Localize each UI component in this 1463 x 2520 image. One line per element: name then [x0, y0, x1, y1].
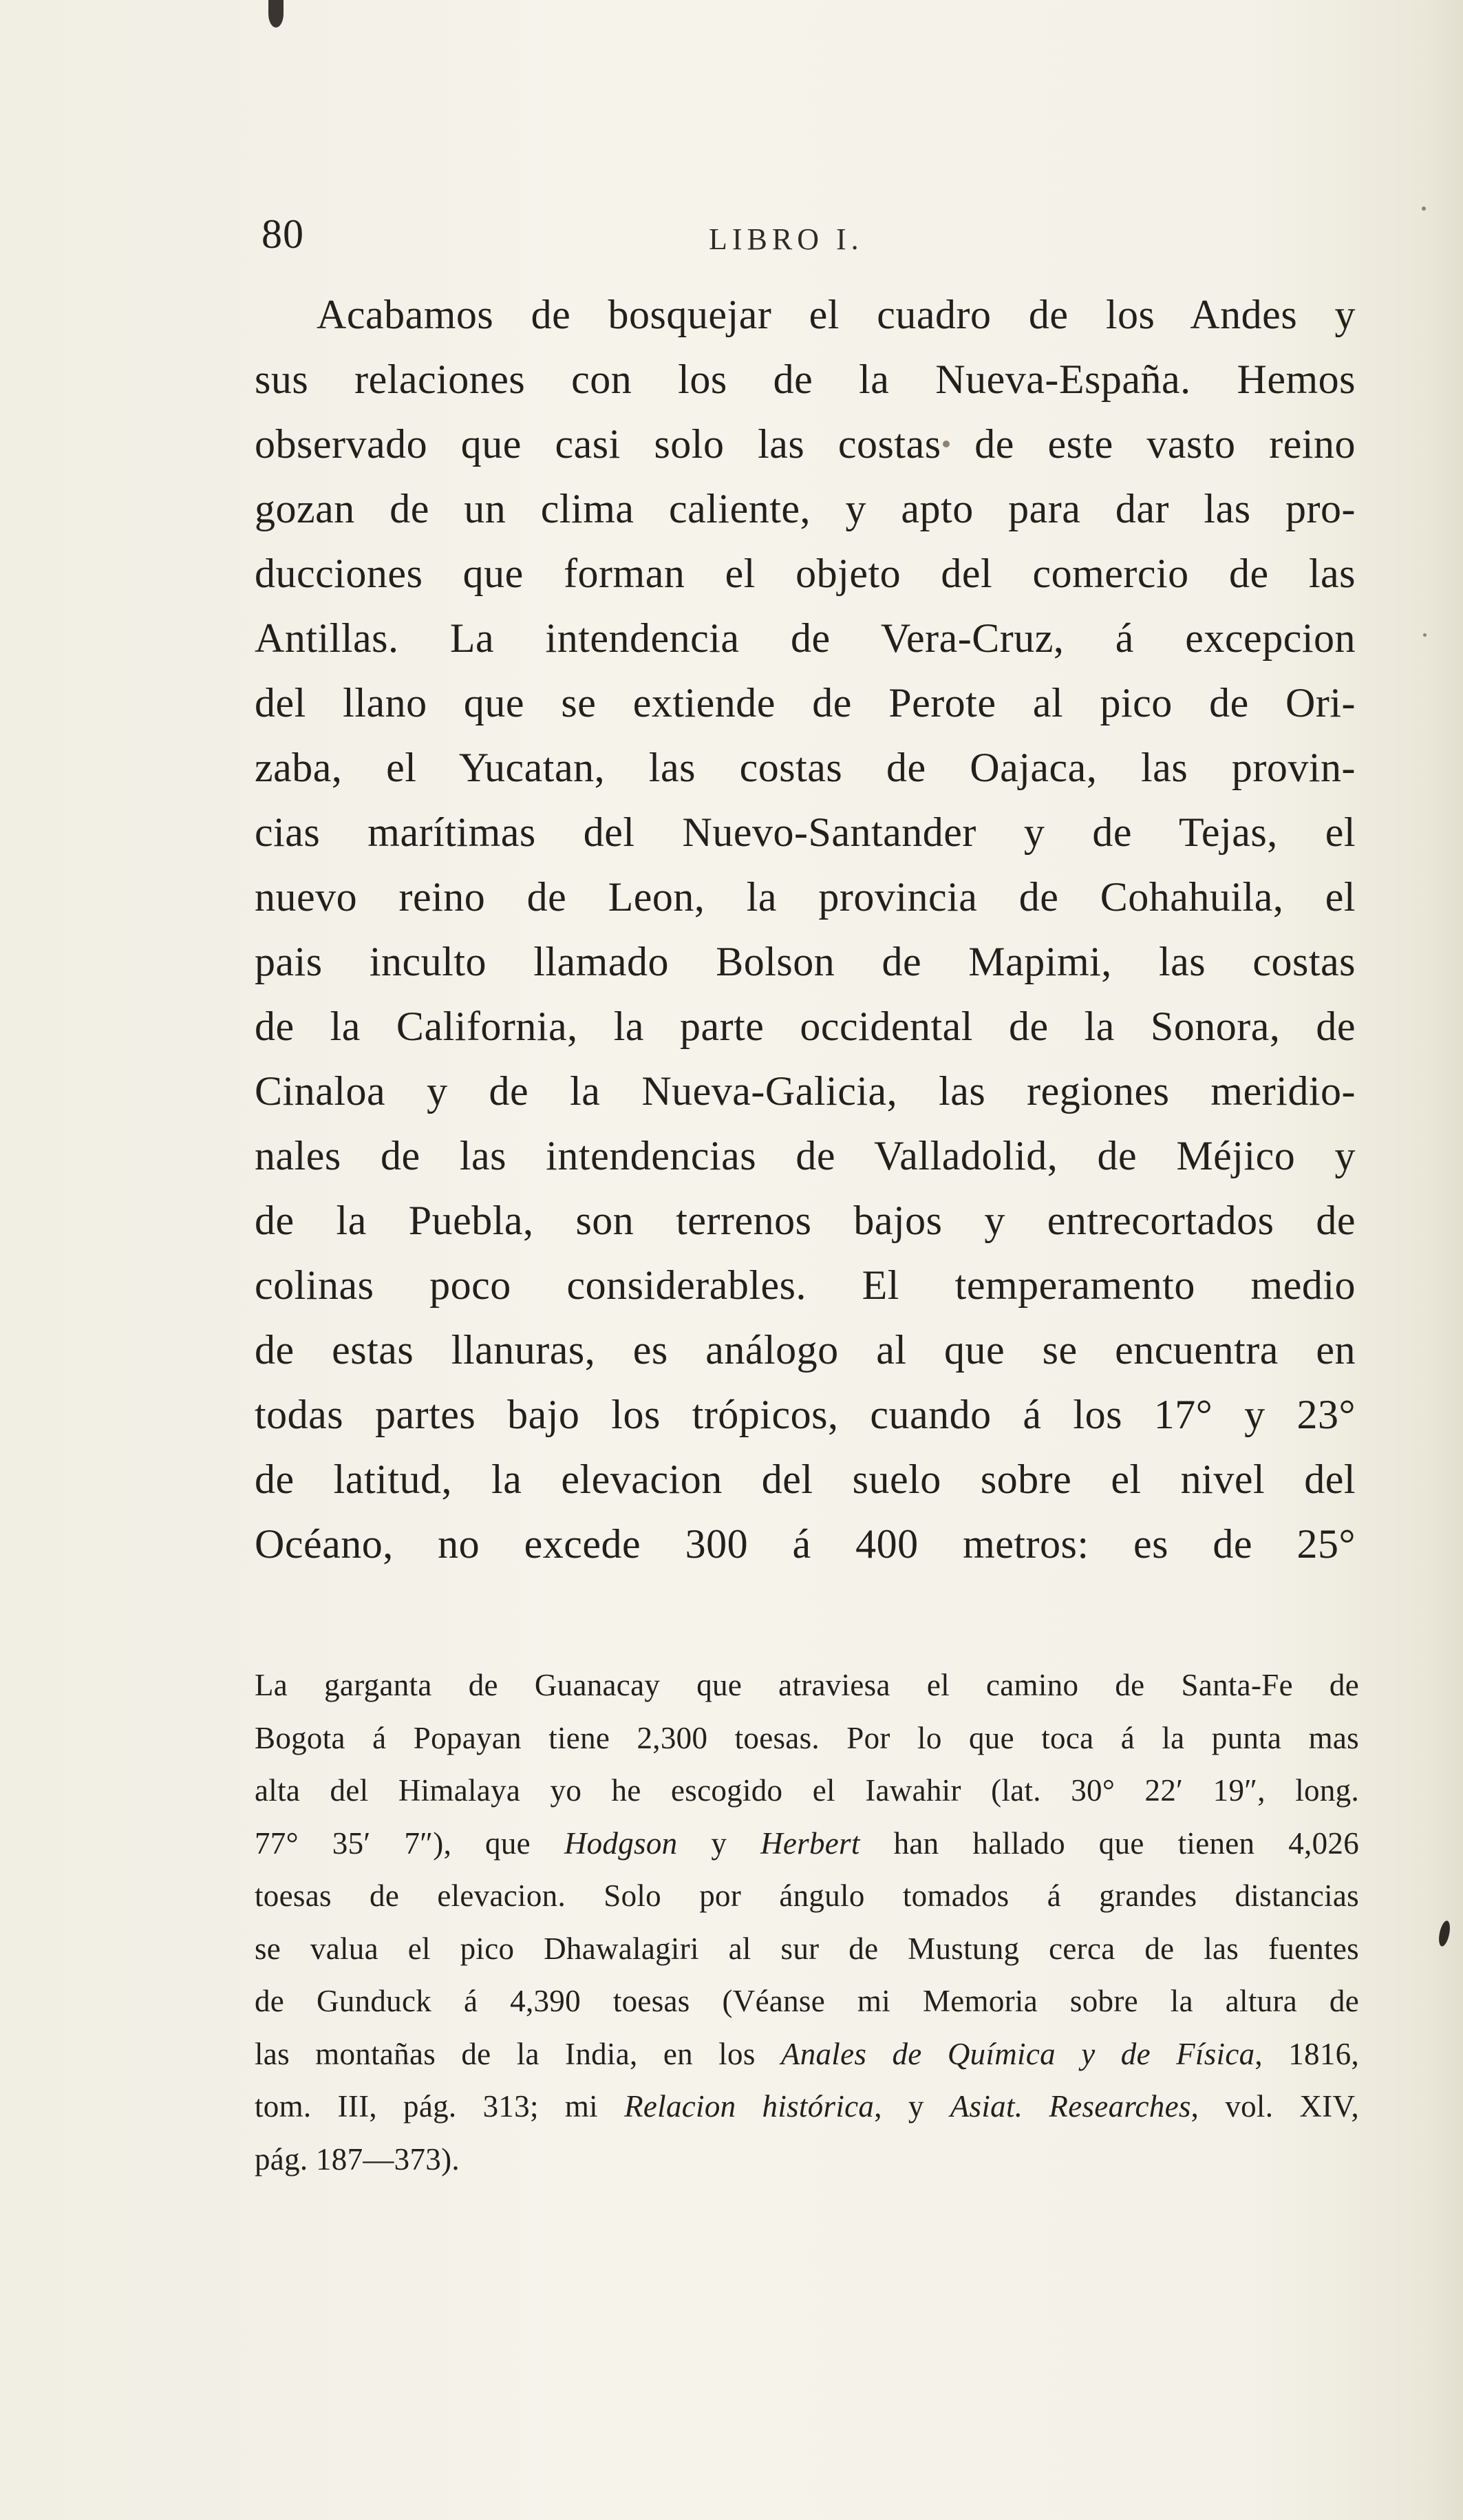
work-title: Relacion histórica — [624, 2089, 875, 2124]
footnote-text: , vol. XIV, — [1190, 2089, 1359, 2124]
text-line: zaba, el Yucatan, las costas de Oajaca, las provin- — [255, 745, 1356, 790]
text-line: Antillas. La intendencia de Vera-Cruz, á excepcion — [255, 615, 1356, 661]
footnote-line — [255, 2028, 1359, 2081]
text-line: cias marítimas del Nuevo-Santander y de Tejas, el — [255, 809, 1356, 855]
journal-title: Asiat. Researches — [950, 2089, 1191, 2124]
footnote-line: Bogota á Popayan tiene 2,300 toesas. Por lo que toca á la punta mas — [255, 1720, 1359, 1755]
text-line: Acabamos de bosquejar el cuadro de los Andes y — [317, 292, 1356, 337]
text-line: Cinaloa y de la Nueva-Galicia, las regiones meridio- — [255, 1068, 1356, 1114]
page-header — [0, 207, 1463, 275]
main-text — [255, 282, 1356, 1576]
text-line: de latitud, la elevacion del suelo sobre el nivel del — [255, 1457, 1356, 1502]
text-line: pais inculto llamado Bolson de Mapimi, las costas — [255, 939, 1356, 984]
text-line: de la California, la parte occidental de la Sonora, de — [255, 1004, 1356, 1049]
running-head: LIBRO I. — [709, 222, 864, 256]
footnote-line: toesas de elevacion. Solo por ángulo tomados á grandes distancias — [255, 1878, 1359, 1913]
ink-mark — [268, 0, 284, 28]
text-line: nuevo reino de Leon, la provincia de Cohahuila, el — [255, 874, 1356, 920]
text-line: observado que casi solo las costas de este vasto reino — [255, 421, 1356, 467]
text-line: ducciones que forman el objeto del comercio de las — [255, 551, 1356, 596]
footnote-text: 77° 35′ 7″), que — [255, 1825, 564, 1861]
footnote-line — [255, 1817, 1359, 1870]
footnote — [255, 1659, 1359, 2185]
journal-title: Anales de Química y de Física — [780, 2036, 1255, 2071]
text-line: del llano que se extiende de Perote al pico de Ori- — [255, 680, 1356, 726]
page-number: 80 — [261, 211, 304, 257]
text-line: sus relaciones con los de la Nueva-España. Hemos — [255, 357, 1356, 402]
ink-mark — [1437, 1920, 1452, 1947]
footnote-line: pág. 187—373). — [255, 2141, 460, 2177]
footnote-line: La garganta de Guanacay que atraviesa el camino de Santa-Fe de — [255, 1668, 1359, 1702]
footnote-text: las montañas de la India, en los — [255, 2036, 781, 2071]
text-line: Océano, no excede 300 á 400 metros: es de 25° — [255, 1521, 1356, 1567]
footnote-line: de Gunduck á 4,390 toesas (Véanse mi Memoria sobre la altura de — [255, 1984, 1359, 2018]
footnote-text: , 1816, — [1254, 2036, 1360, 2071]
text-line: colinas poco considerables. El temperamento medio — [255, 1262, 1356, 1308]
footnote-text: tom. III, pág. 313; mi — [255, 2089, 625, 2124]
footnote-text: , y — [874, 2089, 950, 2124]
footnote-text: y — [677, 1825, 761, 1861]
footnote-line: se valua el pico Dhawalagiri al sur de Mustung cerca de las fuentes — [255, 1931, 1359, 1966]
text-line: gozan de un clima caliente, y apto para dar las pro- — [255, 486, 1356, 531]
author-name-hodgson: Hodgson — [564, 1825, 678, 1861]
paper-fleck — [1423, 633, 1427, 637]
text-line: de la Puebla, son terrenos bajos y entrecortados de — [255, 1198, 1356, 1243]
author-name-herbert: Herbert — [760, 1825, 860, 1861]
text-line: todas partes bajo los trópicos, cuando á los 17° y 23° — [255, 1392, 1356, 1437]
text-line: de estas llanuras, es análogo al que se encuentra en — [255, 1327, 1356, 1373]
footnote-line — [255, 2080, 1359, 2133]
text-line: nales de las intendencias de Valladolid, de Méjico y — [255, 1133, 1356, 1178]
footnote-text: han hallado que tienen 4,026 — [859, 1825, 1359, 1861]
footnote-line: alta del Himalaya yo he escogido el Iawahir (lat. 30° 22′ 19″, long. — [255, 1773, 1359, 1808]
